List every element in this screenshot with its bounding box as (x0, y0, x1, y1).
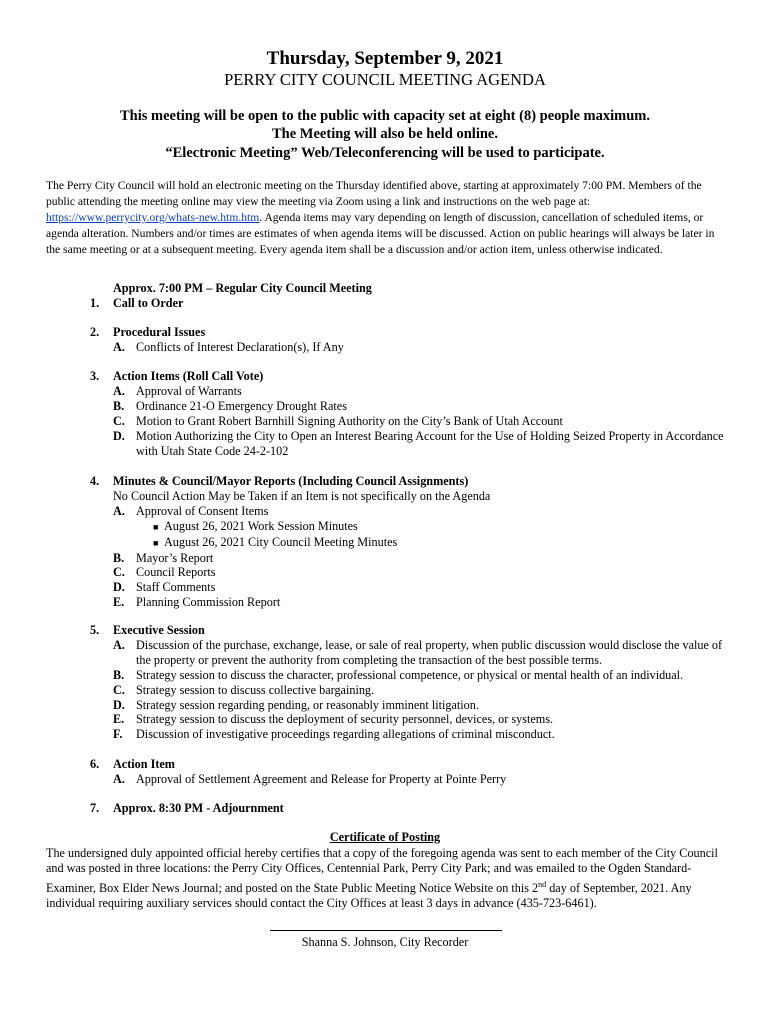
item-text: Planning Commission Report (136, 595, 281, 610)
item-letter: B. (113, 667, 125, 682)
meeting-date: Thursday, September 9, 2021 (266, 48, 504, 69)
item-text: Strategy session to discuss collective bargaining. (136, 682, 375, 697)
item-letter: D. (113, 580, 125, 595)
item-letter: A. (113, 383, 125, 398)
item-letter: E. (113, 595, 125, 610)
agenda-section-5 (90, 623, 730, 742)
item-letter: D. (113, 697, 125, 712)
agenda-item (113, 504, 730, 519)
meeting-time: Approx. 7:00 PM – Regular City Council Meeting (113, 281, 372, 295)
agenda-item (113, 384, 730, 399)
agenda-item (113, 340, 730, 355)
item-text: Discussion of investigative proceedings regarding allegations of criminal misconduct. (136, 727, 555, 742)
agenda-item (113, 565, 730, 580)
item-text: Mayor’s Report (136, 550, 214, 565)
signer-name: Shanna S. Johnson, City Recorder (301, 935, 469, 949)
certificate-body (46, 846, 728, 911)
section-number: 1. (90, 296, 100, 310)
agenda-section-1 (90, 296, 730, 311)
item-letter: C. (113, 413, 125, 428)
notice-capacity: This meeting will be open to the public with capacity set at eight (8) people maximum. (119, 108, 651, 124)
item-letter: B. (113, 550, 125, 565)
section-title: Minutes & Council/Mayor Reports (Including Council Assignments) (113, 474, 469, 488)
section-number: 2. (90, 325, 100, 339)
section-title: Approx. 8:30 PM - Adjournment (113, 801, 284, 815)
item-text: Strategy session to discuss the deployment of security personnel, devices, or systems. (136, 712, 554, 727)
item-letter: C. (113, 565, 125, 580)
section-title: Executive Session (113, 623, 205, 637)
section-number: 3. (90, 369, 100, 383)
intro-text-a: The Perry City Council will hold an electronic meeting on the Thursday identified above, starting at approximately 7:00 PM. Members of the public attending the meeting online may view the meeting via Zoom using a link and instructions on the web page at: (46, 179, 702, 208)
item-letter: B. (113, 398, 125, 413)
agenda-item (113, 727, 730, 742)
item-text: Approval of Settlement Agreement and Release for Property at Pointe Perry (136, 771, 507, 786)
section-title: Call to Order (113, 296, 184, 310)
consent-bullet (113, 535, 730, 551)
agenda-section-3 (90, 369, 730, 458)
square-bullet-icon: ■ (153, 521, 159, 532)
item-letter: A. (113, 339, 125, 354)
intro-paragraph (46, 178, 728, 258)
agenda-item (113, 580, 730, 595)
item-text: Staff Comments (136, 580, 216, 595)
whats-new-link[interactable]: https://www.perrycity.org/whats-new.htm.htm (46, 210, 260, 224)
agenda-section-2 (90, 325, 730, 355)
agenda-item (113, 668, 730, 683)
agenda-item (113, 698, 730, 713)
agenda-title: PERRY CITY COUNCIL MEETING AGENDA (224, 70, 546, 89)
item-text: Strategy session regarding pending, or reasonably imminent litigation. (136, 697, 479, 712)
agenda-item (113, 683, 730, 698)
item-text: Approval of Consent Items (136, 503, 269, 518)
agenda-section-7 (90, 801, 730, 816)
consent-bullet (113, 519, 730, 535)
item-text: Motion to Grant Robert Barnhill Signing Authority on the City’s Bank of Utah Account (136, 413, 563, 428)
agenda-item (113, 551, 730, 566)
bullet-text: August 26, 2021 City Council Meeting Minutes (164, 534, 398, 549)
item-text: Strategy session to discuss the character, professional competence, or physical or mental health of an individual. (136, 667, 684, 682)
item-letter: D. (113, 428, 125, 443)
section-number: 7. (90, 801, 100, 815)
square-bullet-icon: ■ (153, 537, 159, 548)
item-letter: A. (113, 503, 125, 518)
section-number: 4. (90, 474, 100, 488)
agenda-item (113, 638, 730, 668)
item-letter: C. (113, 682, 125, 697)
certificate-text-a: The undersigned duly appointed official hereby certifies that a copy of the foregoing agenda was sent to each member of the City Council and was posted in three locations: the Perry City Offices, Centennial Park, Perry City Park; and was emailed to the Ogden Standard-Examiner, Box Elder News Journal; and posted on the State Public Meeting Notice Website on this 2 (46, 846, 718, 895)
section-number: 6. (90, 757, 100, 771)
item-letter: A. (113, 771, 125, 786)
item-text: Conflicts of Interest Declaration(s), If Any (136, 339, 344, 354)
section-title: Action Items (Roll Call Vote) (113, 369, 264, 383)
section-title: Action Item (113, 757, 175, 771)
intro-text-b: . Agenda items may vary depending on length of discussion, cancellation of scheduled items, or agenda alteration. Numbers and/or times are estimates of when agenda items will be discussed. Action on public hearings will always be later in the same meeting or at a subsequent meeting. Every agenda item shall be a discussion and/or action item, unless otherwise indicated. (46, 210, 715, 256)
agenda-item (113, 399, 730, 414)
item-text: Motion Authorizing the City to Open an Interest Bearing Account for the Use of Holding Seized Property in Accordance with Utah State Code 24-2-102 (136, 428, 724, 458)
notice-electronic: “Electronic Meeting” Web/Teleconferencing will be used to participate. (165, 145, 605, 161)
agenda-item (113, 772, 730, 787)
item-text: Approval of Warrants (136, 383, 242, 398)
section-note: No Council Action May be Taken if an Item is not specifically on the Agenda (113, 488, 491, 503)
agenda-item (113, 429, 730, 459)
agenda-section-6 (90, 757, 730, 787)
item-text: Ordinance 21-O Emergency Drought Rates (136, 398, 347, 413)
section-number: 5. (90, 623, 100, 637)
agenda-item (113, 414, 730, 429)
item-text: Discussion of the purchase, exchange, lease, or sale of real property, when public discussion would disclose the value of the property or prevent the authority from completing the transaction of the best possible terms. (136, 637, 723, 667)
signature-line (270, 930, 502, 931)
ordinal-suffix: nd (538, 879, 547, 889)
bullet-text: August 26, 2021 Work Session Minutes (164, 518, 358, 533)
item-letter: F. (113, 727, 123, 742)
notice-online: The Meeting will also be held online. (272, 126, 498, 142)
item-letter: E. (113, 712, 125, 727)
agenda-section-4 (90, 474, 730, 610)
item-text: Council Reports (136, 565, 216, 580)
agenda-item (113, 595, 730, 610)
certificate-text-b: day of September, 2021. Any individual requiring auxiliary services should contact the City Offices at least 3 days in advance (435-723-6461). (46, 880, 692, 910)
item-letter: A. (113, 637, 125, 652)
agenda-item (113, 712, 730, 727)
section-title: Procedural Issues (113, 325, 206, 339)
certificate-title: Certificate of Posting (329, 830, 441, 844)
